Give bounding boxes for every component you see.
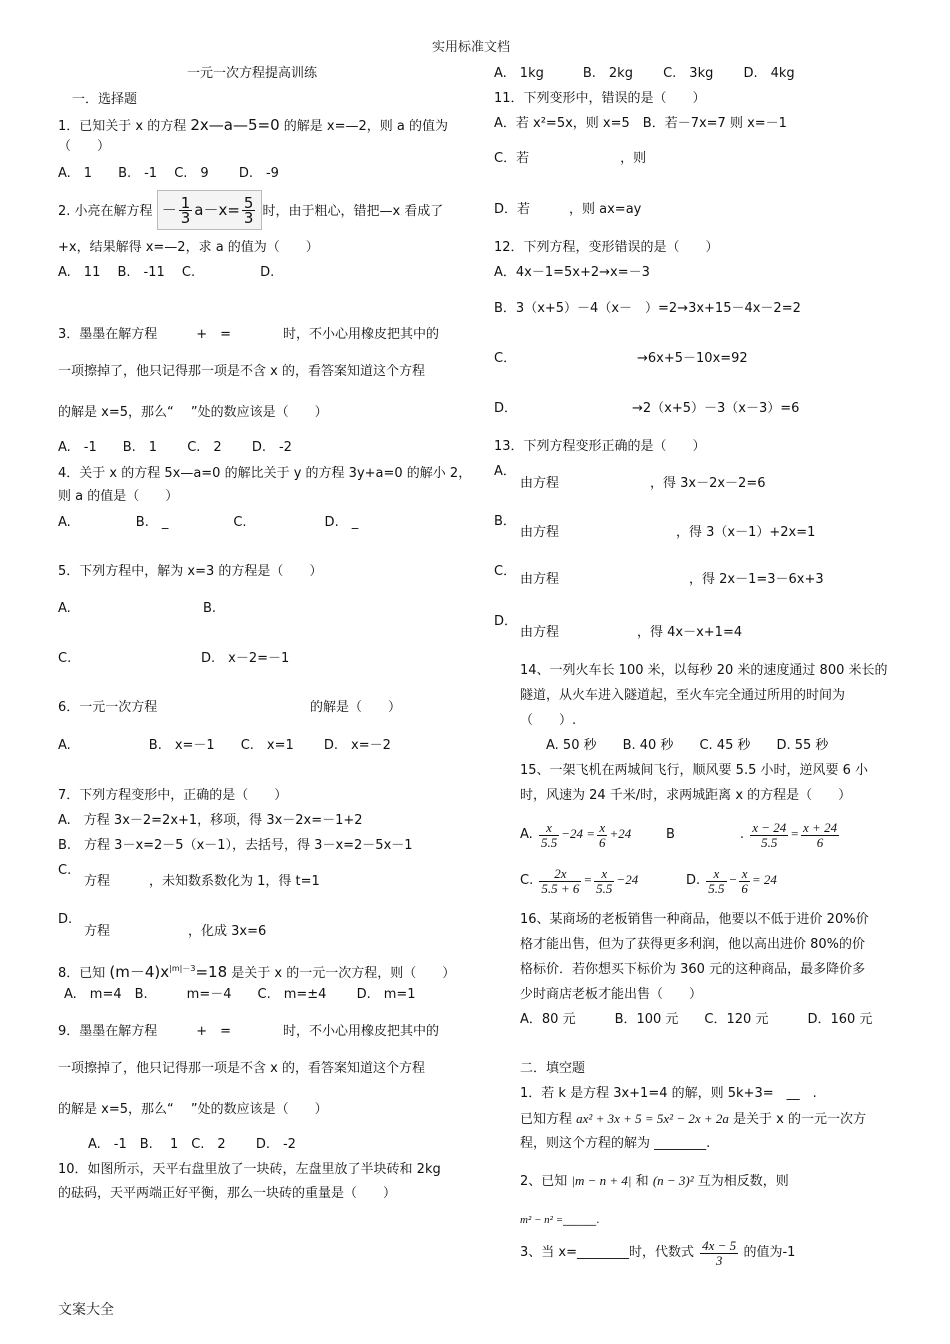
fill-q2-line1: 2、已知 |m − n + 4| 和 (n − 3)² 互为相反数，则	[520, 1173, 789, 1189]
q3-line2: 一项擦掉了，他只记得那一项是不含 x 的，看答案知道这个方程	[58, 364, 425, 379]
q15-option-b: B . $\frac{x - 24}{5.5}$ = $\frac{x + 24}{6}$	[666, 814, 841, 855]
section-choice-heading: 一．选择题	[72, 92, 138, 107]
q14-line1: 14、一列火车长 100 米，以每秒 20 米的速度通过 800 米长的	[520, 663, 888, 678]
q13-option-d-label: D．	[494, 614, 518, 629]
q5-option-d: D. x－2=－1	[201, 651, 290, 666]
q1-paren: （ ）	[58, 139, 111, 154]
q15-line2: 时，风速为 24 千米/时，求两城距离 x 的方程是（ ）	[520, 788, 852, 803]
q15-option-c: C. $\frac{2x}{5.5 + 6}$ = $\frac{x}{5.5}$ −24	[520, 865, 639, 896]
q15-option-d-equation: $\frac{x}{5.5}$ − $\frac{x}{6}$ = 24	[708, 865, 777, 896]
q6-tail: 的解是（ ）	[310, 700, 402, 715]
q12-option-b: B．3（x+5）－4（x－ ）=2→3x+15－4x－2=2	[494, 301, 801, 316]
q7-option-a: A. 方程 3x－2=2x+1，移项，得 3x－2x=－1+2	[58, 813, 363, 828]
q13-text: 13．下列方程变形正确的是（ ）	[494, 439, 706, 454]
q3-options: A. -1 B. 1 C. 2 D. -2	[58, 440, 292, 455]
page-header: 实用标准文档	[432, 40, 511, 55]
q4-line1: 4．关于 x 的方程 5x—a=0 的解比关于 y 的方程 3y+a=0 的解小 2，	[58, 466, 472, 481]
fill-q1: 1．若 k 是方程 3x+1=4 的解，则 5k+3= __ .	[520, 1086, 817, 1101]
fill-q2-abs-expression: |m − n + 4|	[571, 1173, 632, 1188]
q7-option-c: 方程 ，未知数系数化为 1，得 t=1	[84, 874, 320, 889]
q15-option-a: A. $\frac{x}{5.5}$ −24 = $\frac{x}{6}$ +24	[520, 819, 632, 850]
q12-option-c: →6x+5－10x=92	[637, 351, 748, 366]
q11-options-ab: A．若 x²=5x，则 x=5 B．若－7x=7 则 x=－1	[494, 116, 787, 131]
q5-option-b: B.	[203, 601, 217, 616]
q9-options: A. -1 B. 1 C. 2 D. -2	[88, 1137, 296, 1152]
q13-option-b: 由方程 ，得 3（x－1）+2x=1	[520, 525, 816, 540]
page-footer: 文案大全	[58, 1302, 114, 1318]
q7-text: 7．下列方程变形中，正确的是（ ）	[58, 788, 288, 803]
q12-option-a: A．4x－1=5x+2→x=－3	[494, 265, 650, 280]
q14-line3: （ ）.	[520, 713, 577, 728]
q3-line1: 3．墨墨在解方程 + = 时，不小心用橡皮把其中的	[58, 327, 440, 342]
q5-option-c: C.	[58, 651, 72, 666]
q1-equation: 2x—a—5=0	[190, 116, 280, 134]
q2-line2: +x，结果解得 x=—2，求 a 的值为（ ）	[58, 240, 319, 255]
q2-options: A. 11 B. -11 C. D.	[58, 265, 275, 280]
q14-options: A. 50 秒 B. 40 秒 C. 45 秒 D. 55 秒	[546, 738, 829, 753]
q12-text: 12．下列方程，变形错误的是（ ）	[494, 240, 719, 255]
section-fill-heading: 二．填空题	[520, 1061, 586, 1076]
q13-option-c: 由方程 ，得 2x－1=3－6x+3	[520, 572, 824, 587]
fill-q3: 3、当 x=________时，代数式 $\frac{4x - 5}{3}$ 的值为-1	[520, 1237, 796, 1268]
q5-text: 5．下列方程中，解为 x=3 的方程是（ ）	[58, 564, 323, 579]
fill-q1b-line2: 程，则这个方程的解为 ________.	[520, 1136, 711, 1151]
q1-text: 1．已知关于 x 的方程 2x—a—5=0 的解是 x=—2，则 a 的值为	[58, 116, 449, 134]
fill-q1b-equation: ax² + 3x + 5 = 5x² − 2x + 2a	[576, 1111, 729, 1126]
q11-text: 11．下列变形中，错误的是（ ）	[494, 91, 706, 106]
q7-option-b: B. 方程 3－x=2－5（x－1），去括号，得 3－x=2－5x－1	[58, 838, 413, 853]
q12-option-d: →2（x+5）－3（x－3）=6	[632, 401, 800, 416]
fill-q1b-line1: 已知方程 ax² + 3x + 5 = 5x² − 2x + 2a 是关于 x 的一元一次方	[520, 1111, 867, 1127]
q10-line1: 10．如图所示，天平右盘里放了一块砖，左盘里放了半块砖和 2kg	[58, 1162, 441, 1177]
q15-option-d: D. $\frac{x}{5.5}$ − $\frac{x}{6}$ = 24	[686, 865, 777, 896]
q12-option-c-label: C．	[494, 351, 517, 366]
q10-line2: 的砝码，天平两端正好平衡，那么一块砖的重量是（ ）	[58, 1186, 397, 1201]
fill-q2-line2: m² − n² =______.	[520, 1213, 600, 1226]
q7-option-d-label: D.	[58, 912, 73, 927]
q16-options: A．80 元 B．100 元 C．120 元 D．160 元	[520, 1012, 873, 1027]
q13-option-a: 由方程 ，得 3x－2x－2=6	[520, 476, 766, 491]
q10-options: A. 1kg B. 2kg C. 3kg D. 4kg	[494, 66, 795, 81]
q2-line1: 2. 小亮在解方程 － $\frac{1}{3}$ a－x= $\frac{5}{3}$ 时，由于粗心，错把—x 看成了	[58, 190, 443, 231]
q13-option-a-label: A．	[494, 464, 516, 479]
q3-line3: 的解是 x=5，那么“ ”处的数应该是（ ）	[58, 405, 328, 420]
q5-option-a: A.	[58, 601, 71, 616]
q11-option-c: C．若 ，则	[494, 151, 647, 166]
q9-line3: 的解是 x=5，那么“ ”处的数应该是（ ）	[58, 1102, 328, 1117]
document-title: 一元一次方程提高训练	[187, 66, 318, 81]
q16-line2: 格才能出售，但为了获得更多利润，他以高出进价 80%的价	[520, 937, 866, 952]
fill-q2-square-expression: (n − 3)²	[652, 1173, 694, 1188]
q13-option-d: 由方程 ，得 4x－x+1=4	[520, 625, 743, 640]
q8-options: A. m=4 B. m=－4 C. m=±4 D. m=1	[64, 987, 416, 1002]
q16-line4: 少时商店老板才能出售（ ）	[520, 987, 703, 1002]
q13-option-c-label: C．	[494, 564, 517, 579]
q9-line2: 一项擦掉了，他只记得那一项是不含 x 的，看答案知道这个方程	[58, 1061, 425, 1076]
q9-line1: 9．墨墨在解方程 + = 时，不小心用橡皮把其中的	[58, 1024, 440, 1039]
q4-options: A. B. _ C. D. _	[58, 515, 359, 530]
q8-equation: $(m-4)x^{|m|-3}=18$	[109, 963, 228, 981]
q15-option-b-equation: $\frac{x - 24}{5.5}$ = $\frac{x + 24}{6}$	[752, 819, 838, 850]
q7-option-c-label: C.	[58, 863, 72, 878]
q1-options: A. 1 B. -1 C. 9 D. -9	[58, 166, 279, 181]
q16-line1: 16、某商场的老板销售一种商品，他要以不低于进价 20%价	[520, 912, 869, 927]
q11-option-d: D．若 ，则 ax=ay	[494, 202, 642, 217]
fill-q3-fraction: $\frac{4x - 5}{3}$	[702, 1237, 737, 1268]
q6-options: A. B. x=－1 C. x=1 D. x=－2	[58, 738, 391, 753]
q7-option-d: 方程 ，化成 3x=6	[84, 924, 267, 939]
q16-line3: 格标价．若你想买下标价为 360 元的这种商品，最多降价多	[520, 962, 866, 977]
q14-line2: 隧道，从火车进入隧道起，至火车完全通过所用的时间为	[520, 688, 846, 703]
q12-option-d-label: D．	[494, 401, 518, 416]
q15-option-a-equation: $\frac{x}{5.5}$ −24 = $\frac{x}{6}$ +24	[540, 819, 632, 850]
q13-option-b-label: B．	[494, 514, 516, 529]
q6-text: 6．一元一次方程	[58, 700, 158, 715]
q2-equation-image: － $\frac{1}{3}$ a－x= $\frac{5}{3}$	[157, 190, 263, 230]
q8-text: 8．已知 $(m-4)x^{|m|-3}=18$ 是关于 x 的一元一次方程，则（ ）	[58, 963, 456, 981]
q15-line1: 15、一架飞机在两城间飞行，顺风要 5.5 小时，逆风要 6 小	[520, 763, 869, 778]
q15-option-c-equation: $\frac{2x}{5.5 + 6}$ = $\frac{x}{5.5}$ −24	[541, 865, 639, 896]
q4-line2: 则 a 的值是（ ）	[58, 489, 179, 504]
